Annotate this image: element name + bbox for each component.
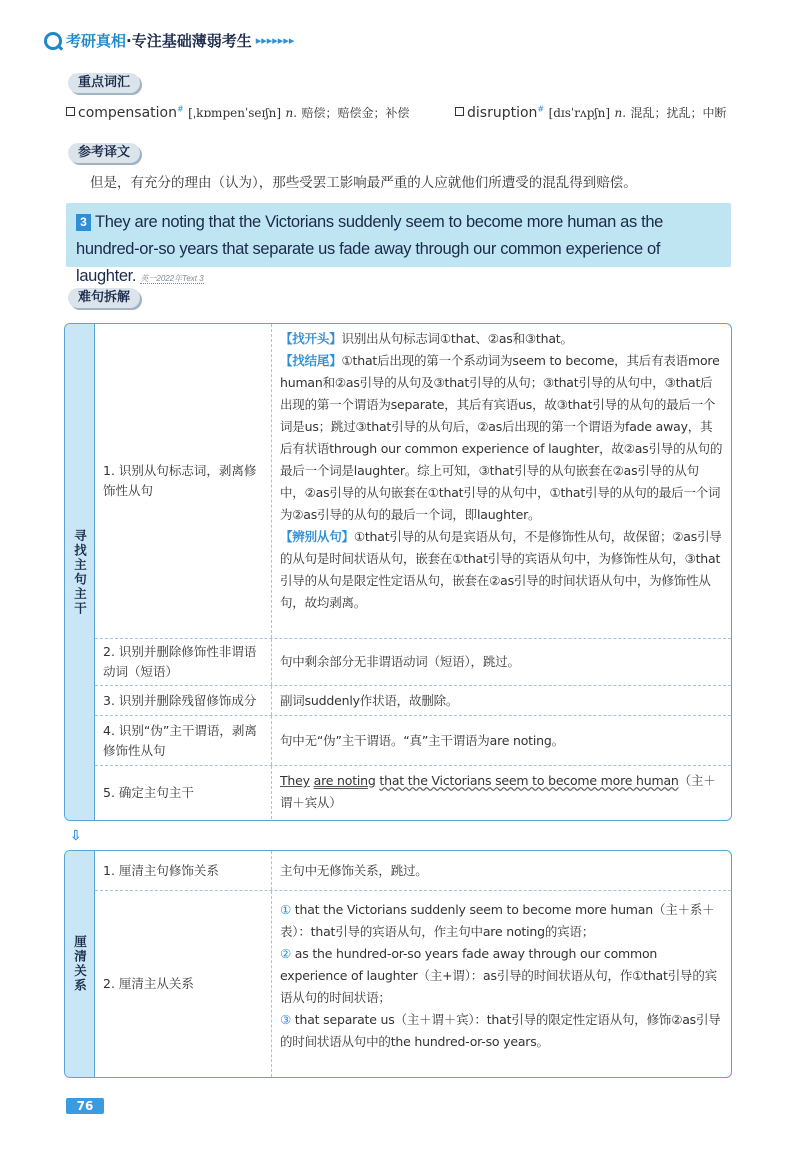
table-row: 2. 厘清主从关系 ① that the Victorians suddenly seem to become more human（主＋系＋表）：that引导的宾语从句，作主句中are noting的宾语； ② as the hundred-or-so years fade away through our common experience of laughter（主+谓）：as引导的时间状语从句，作①that引导的宾语从句的时间状语； ③ that separate us（主＋谓＋宾）：that引导的限定性定语从句，修饰②as引导的时间状语从句中的the hundred-or-so years。	[95, 891, 731, 1077]
page-number: 76	[66, 1098, 104, 1114]
table-row: 4. 识别“伪”主干谓语，剥离修饰性从句 句中无“伪”主干谓语。“真”主干谓语为are noting。	[95, 716, 731, 766]
analysis-section-label: 难句拆解	[68, 288, 140, 308]
sentence-source: 英一2022年Text 3	[140, 274, 204, 283]
vocab-item-disruption: disruption# [dɪsˈrʌpʃn] n. 混乱；扰乱；中断	[455, 104, 727, 121]
down-arrow-icon: ⇩	[70, 828, 82, 844]
example-sentence	[66, 203, 731, 285]
arrows-decoration: ▸▸▸▸▸▸▸	[255, 34, 295, 47]
star-icon: #	[176, 104, 184, 114]
translation-text: 但是，有充分的理由（认为），那些受罢工影响最严重的人应就他们所遭受的混乱得到赔偿。	[90, 175, 637, 191]
clarify-relations-table	[64, 850, 732, 1078]
star-icon: #	[537, 104, 545, 114]
vocab-section-label: 重点词汇	[68, 73, 140, 93]
table-row: 3. 识别并删除残留修饰成分 副词suddenly作状语，故删除。	[95, 686, 731, 716]
sentence-text: They are noting that the Victorians suddenly seem to become more human as the hundred-or-so years that separate us fade away through our common experience of laughter.	[76, 213, 664, 285]
find-main-clause-table	[64, 323, 732, 821]
vocab-item-compensation: compensation# [ˌkɒmpenˈseɪʃn] n. 赔偿；赔偿金；补偿	[66, 104, 409, 121]
table-side-label: 寻找主句主干	[65, 324, 95, 820]
table-row: 1. 厘清主句修饰关系 主句中无修饰关系，跳过。	[95, 851, 731, 891]
checkbox-icon	[455, 107, 464, 116]
search-icon	[44, 32, 62, 50]
checkbox-icon	[66, 107, 75, 116]
table-row: 2. 识别并删除修饰性非谓语动词（短语） 句中剩余部分无非谓语动词（短语），跳过。	[95, 639, 731, 686]
table-row: 1. 识别从句标志词，剥离修饰性从句 【找开头】识别出从句标志词①that、②as和③that。 【找结尾】①that后出现的第一个系动词为seem to become，其后有表语more human和②as引导的从句及③that引导的从句；③that引导的从句中，③that后出现的第一个谓语为separate，其后有宾语us，故③that引导的从句的最后一个词是us；跳过③that引导的从句后，②as后出现的第一个谓语为fade away，其后有状语through our common experience of laughter，故②as引导的从句的最后一个词是laughter。综上可知，③that引导的从句嵌套在②as引导的从句中，②as引导的从句嵌套在①that引导的从句中，①that引导的从句的最后一个词为②as引导的从句的最后一个词，即laughter。 【辨别从句】①that引导的从句是宾语从句，不是修饰性从句，故保留；②as引导的从句是时间状语从句，嵌套在①that引导的宾语从句中，为修饰性从句，③that引导的从句是限定性定语从句，嵌套在②as引导的时间状语从句中，为修饰性从句，故均剥离。	[95, 324, 731, 639]
brand-header	[44, 30, 294, 51]
brand-title: 考研真相·专注基础薄弱考生	[66, 32, 252, 50]
table-side-label: 厘清关系	[65, 851, 95, 1077]
translation-section-label: 参考译文	[68, 143, 140, 163]
sentence-number: 3	[76, 214, 91, 231]
table-row: 5. 确定主句主干 They are noting that the Victorians seem to become more human（主＋谓＋宾从）	[95, 766, 731, 819]
